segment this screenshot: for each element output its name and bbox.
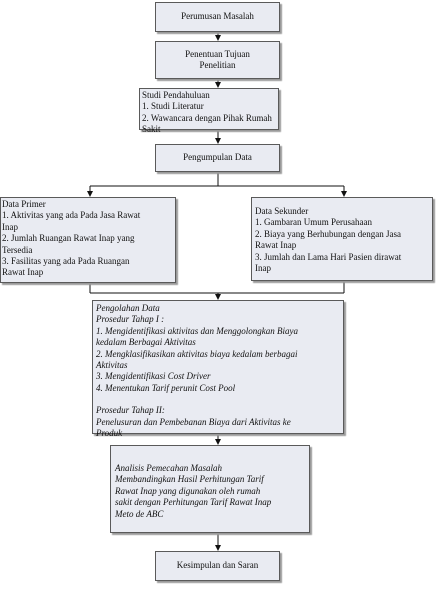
sekunder-item-3: Rawat Inap	[255, 240, 297, 251]
box-data-primer	[0, 197, 176, 283]
analisis-line-1: Analisis Pemecahan Masalah	[115, 463, 222, 473]
kesimpulan-label: Kesimpulan dan Saran	[176, 560, 259, 571]
box-data-sekunder	[251, 197, 433, 281]
primer-item-4: Tersedia	[2, 244, 33, 255]
pengolahan-tahap2-item-2: Produk	[96, 428, 123, 439]
pengolahan-tahap1-item-3: 2. Mengklasifikasikan aktivitas biaya kedalam berbagai	[96, 348, 298, 359]
box-pengolahan-data	[92, 300, 344, 439]
sekunder-item-5: Inap	[255, 263, 271, 274]
pengolahan-tahap1-item-5: 3. Mengidentifikasi Cost Driver	[96, 371, 211, 382]
tujuan-line-1: Penentuan Tujuan	[185, 48, 250, 59]
tujuan-line-2: Penelitian	[199, 60, 236, 70]
box-pengumpulan-data	[155, 144, 280, 172]
analisis-line-4: sakit dengan Perhitungan Tarif Rawat Inap	[115, 497, 272, 508]
primer-item-5: 3. Fasilitas yang ada Pada Ruangan	[2, 256, 130, 267]
analisis-line-2: Membandingkan Hasil Perhitungan Tarif	[115, 474, 264, 485]
pengolahan-tahap2-item-1: Penelusuran dan Pembebanan Biaya dari Aktivitas ke	[96, 416, 291, 427]
primer-item-6: Rawat Inap	[2, 267, 44, 278]
pengolahan-tahap1-item-2: kedalam Berbagai Aktivitas	[96, 337, 196, 348]
sekunder-item-1: 1. Gambaran Umum Perusahaan	[255, 217, 372, 228]
pengolahan-tahap1-item-1: 1. Mengidentifikasi aktivitas dan Menggolongkan Biaya	[96, 325, 298, 336]
pengolahan-title: Pengolahan Data	[96, 303, 160, 313]
pengumpulan-label: Pengumpulan Data	[183, 152, 252, 163]
box-studi-pendahuluan	[139, 88, 279, 135]
primer-item-2: Inap	[2, 221, 18, 232]
pengolahan-tahap1-item-6: 4. Menentukan Tarif perunit Cost Pool	[96, 382, 236, 393]
perumusan-label: Perumusan Masalah	[181, 11, 254, 22]
primer-item-3: 2. Jumlah Ruangan Rawat Inap yang	[2, 233, 135, 244]
sekunder-title: Data Sekunder	[255, 206, 309, 216]
studi-item-2: 2. Wawancara dengan Pihak Rumah	[142, 112, 272, 123]
primer-title: Data Primer	[2, 199, 46, 209]
sekunder-item-2: 2. Biaya yang Berhubungan dengan Jasa	[255, 228, 401, 239]
box-perumusan-masalah	[155, 2, 280, 32]
pengolahan-tahap2-heading: Prosedur Tahap II:	[96, 405, 165, 416]
studi-title: Studi Pendahuluan	[142, 90, 210, 100]
primer-item-1: 1. Aktivitas yang ada Pada Jasa Rawat	[2, 210, 141, 221]
box-kesimpulan-saran	[155, 551, 280, 581]
box-analisis	[110, 445, 310, 533]
pengolahan-tahap1-item-4: Aktivitas	[96, 360, 128, 371]
sekunder-item-4: 3. Jumlah dan Lama Hari Pasien dirawat	[255, 251, 402, 262]
studi-item-3: Sakit	[142, 124, 161, 135]
pengolahan-tahap1-heading: Prosedur Tahap I :	[96, 314, 165, 325]
analisis-line-3: Rawat Inap yang digunakan oleh rumah	[115, 485, 261, 496]
pengolahan-spacer	[96, 394, 340, 405]
studi-item-1: 1. Studi Literatur	[142, 101, 204, 112]
analisis-line-5: Meto de ABC	[115, 508, 164, 519]
box-penentuan-tujuan	[155, 41, 280, 79]
